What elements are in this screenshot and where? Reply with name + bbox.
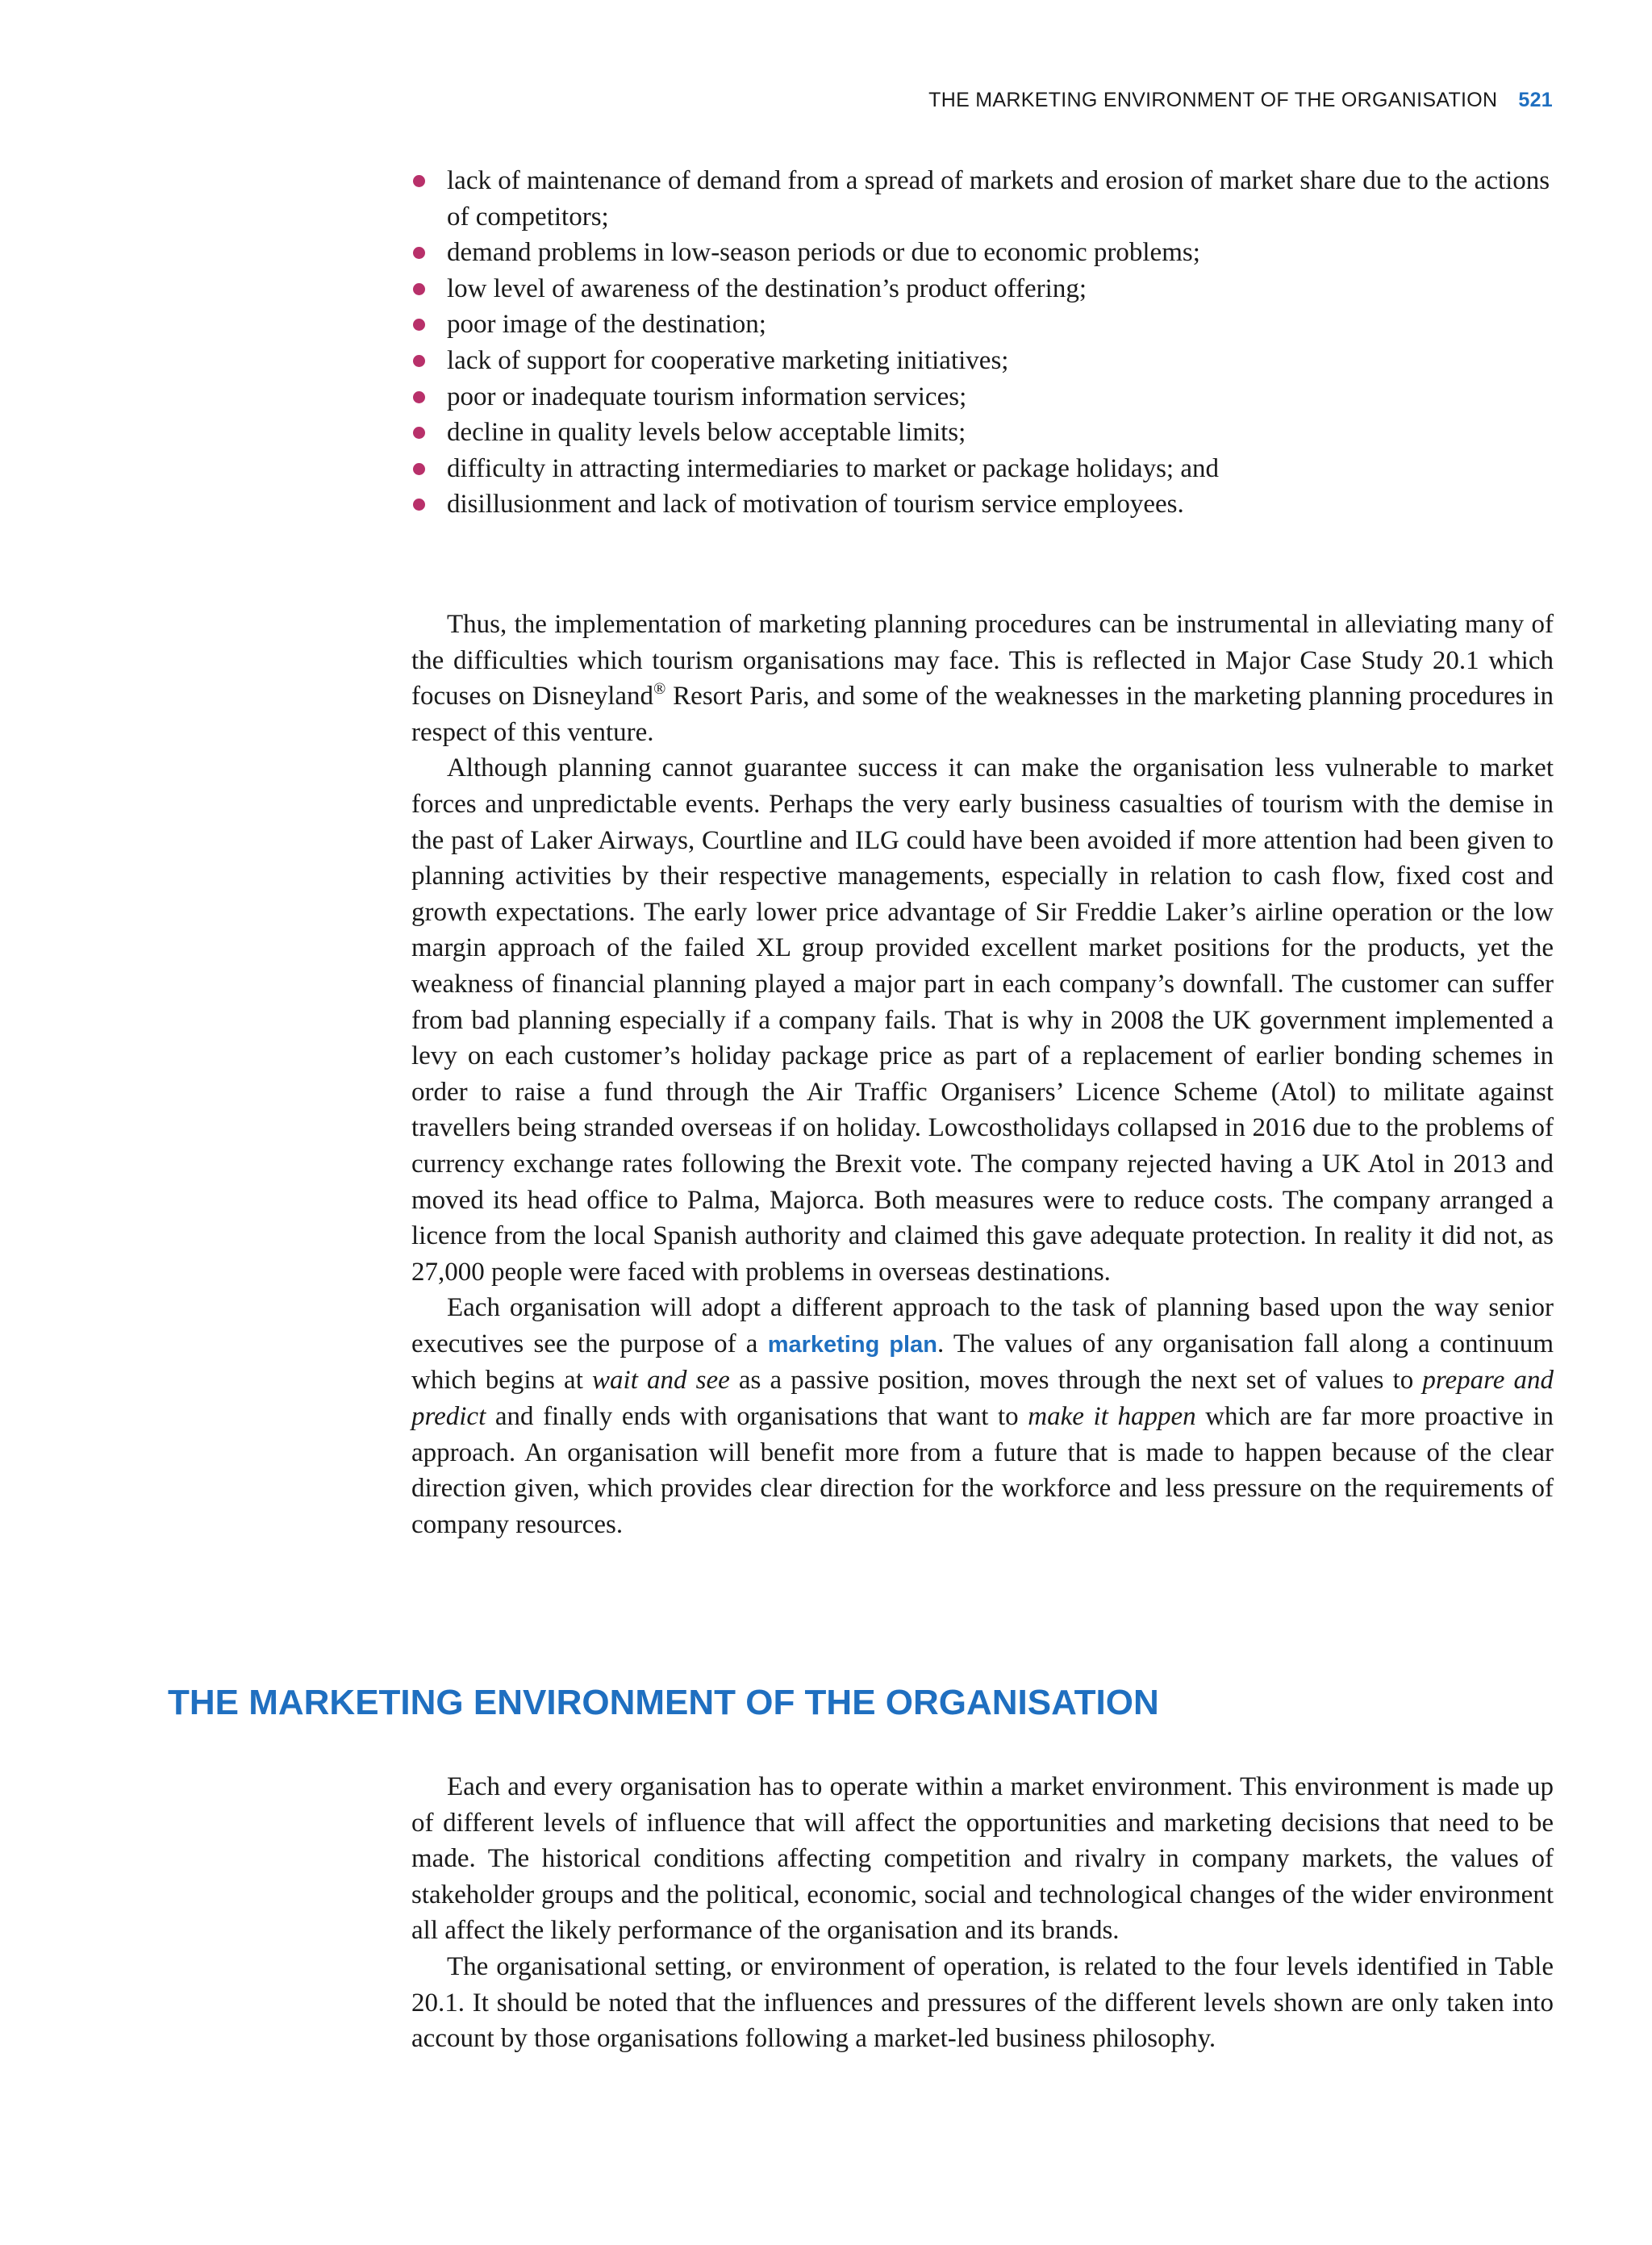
bullet-icon bbox=[413, 427, 425, 439]
term-make-it-happen: make it happen bbox=[1028, 1402, 1196, 1432]
list-item-text: difficulty in attracting intermediaries to market or package holidays; and bbox=[447, 453, 1219, 483]
paragraph-planning-intro: Thus, the implementation of marketing planning procedures can be instrumental in alleviating many of the difficulties which tourism organisations may face. This is reflected in Major Case Study 20.1 which focuses on Disneyland® Resort Paris, and some of the weaknesses in the marketing planning procedures in respect of this venture. bbox=[411, 610, 1554, 747]
list-item-text: lack of maintenance of demand from a spread of markets and erosion of market share due to the actions of competitors; bbox=[447, 166, 1550, 232]
term-wait-and-see: wait and see bbox=[592, 1366, 730, 1396]
running-title: THE MARKETING ENVIRONMENT OF THE ORGANISATION bbox=[928, 89, 1498, 111]
bullet-icon bbox=[413, 499, 425, 511]
list-item bbox=[411, 486, 1554, 523]
body-text-upper bbox=[411, 607, 1554, 1542]
key-term-marketing-plan[interactable]: marketing plan bbox=[767, 1331, 937, 1358]
list-item-text: poor image of the destination; bbox=[447, 310, 766, 340]
bullet-block bbox=[411, 163, 1554, 523]
bullet-icon bbox=[413, 319, 425, 331]
list-item bbox=[411, 343, 1554, 379]
bullet-icon bbox=[413, 175, 425, 187]
body-text-lower bbox=[411, 1769, 1554, 2057]
bullet-icon bbox=[413, 355, 425, 367]
section-heading: THE MARKETING ENVIRONMENT OF THE ORGANISATION bbox=[168, 1683, 1159, 1722]
paragraph-planning-failures: Although planning cannot guarantee success it can make the organisation less vulnerable to market forces and unpredictable events. Perhaps the very early business casualties of tourism with the demise in the past of Laker Airways, Courtline and ILG could have been avoided if more attention had been given to planning activities by their respective managements, especially in relation to cash flow, fixed cost and growth expectations. The early lower price advantage of Sir Freddie Laker’s airline operation or the low margin approach of the failed XL group provided excellent market positions for the products, yet the weakness of financial planning played a major part in each company’s downfall. The customer can suffer from bad planning especially if a company fails. That is why in 2008 the UK government implemented a levy on each customer’s holiday package price as part of a replacement of earlier bonding schemes in order to raise a fund through the Air Traffic Organisers’ Licence Scheme (Atol) to militate against travellers being stranded overseas if on holiday. Lowcostholidays collapsed in 2016 due to the problems of currency exchange rates following the Brexit vote. The company rejected having a UK Atol in 2013 and moved its head office to Palma, Majorca. Both measures were to reduce costs. The company arranged a licence from the local Spanish authority and claimed this gave adequate protection. In reality it did not, as 27,000 people were faced with problems in overseas destinations. bbox=[411, 753, 1554, 1287]
list-item bbox=[411, 415, 1554, 451]
page-number: 521 bbox=[1518, 89, 1553, 111]
list-item bbox=[411, 235, 1554, 271]
term-prepare-and-predict: prepare and predict bbox=[411, 1366, 1554, 1432]
list-item-text: disillusionment and lack of motivation of tourism service employees. bbox=[447, 490, 1184, 520]
running-header bbox=[928, 89, 1553, 112]
list-item bbox=[411, 271, 1554, 307]
list-item-text: demand problems in low-season periods or due to economic problems; bbox=[447, 238, 1200, 268]
bullet-icon bbox=[413, 463, 425, 475]
list-item-text: decline in quality levels below acceptable limits; bbox=[447, 418, 966, 448]
bullet-icon bbox=[413, 247, 425, 259]
list-item bbox=[411, 379, 1554, 415]
list-item-text: lack of support for cooperative marketing initiatives; bbox=[447, 345, 1009, 375]
registered-mark: ® bbox=[653, 680, 666, 699]
bullet-list bbox=[411, 163, 1554, 523]
list-item bbox=[411, 163, 1554, 235]
bullet-icon bbox=[413, 391, 425, 403]
paragraph-planning-approach: Each organisation will adopt a different approach to the task of planning based upon the way senior executives see the purpose of a marketing plan. The values of any organisation fall along a continuum which begins at wait and see as a passive position, moves through the next set of values to prepare and predict and finally ends with organisations that want to make it happen which are far more proactive in approach. An organisation will benefit more from a future that is made to happen because of the clear direction given, which provides clear direction for the workforce and less pressure on the requirements of company resources. bbox=[411, 1293, 1554, 1539]
bullet-icon bbox=[413, 283, 425, 295]
list-item bbox=[411, 451, 1554, 487]
list-item-text: low level of awareness of the destination’s product offering; bbox=[447, 273, 1087, 303]
paragraph-organisational-setting: The organisational setting, or environment of operation, is related to the four levels identified in Table 20.1. It should be noted that the influences and pressures of the different levels shown are only taken into account by those organisations following a market-led business philosophy. bbox=[411, 1951, 1554, 2054]
paragraph-market-environment: Each and every organisation has to operate within a market environment. This environment is made up of different levels of influence that will affect the opportunities and marketing decisions that need to be made. The historical conditions affecting competition and rivalry in company markets, the values of stakeholder groups and the political, economic, social and technological changes of the wider environment all affect the likely performance of the organisation and its brands. bbox=[411, 1772, 1554, 1946]
list-item bbox=[411, 307, 1554, 343]
list-item-text: poor or inadequate tourism information services; bbox=[447, 382, 967, 411]
